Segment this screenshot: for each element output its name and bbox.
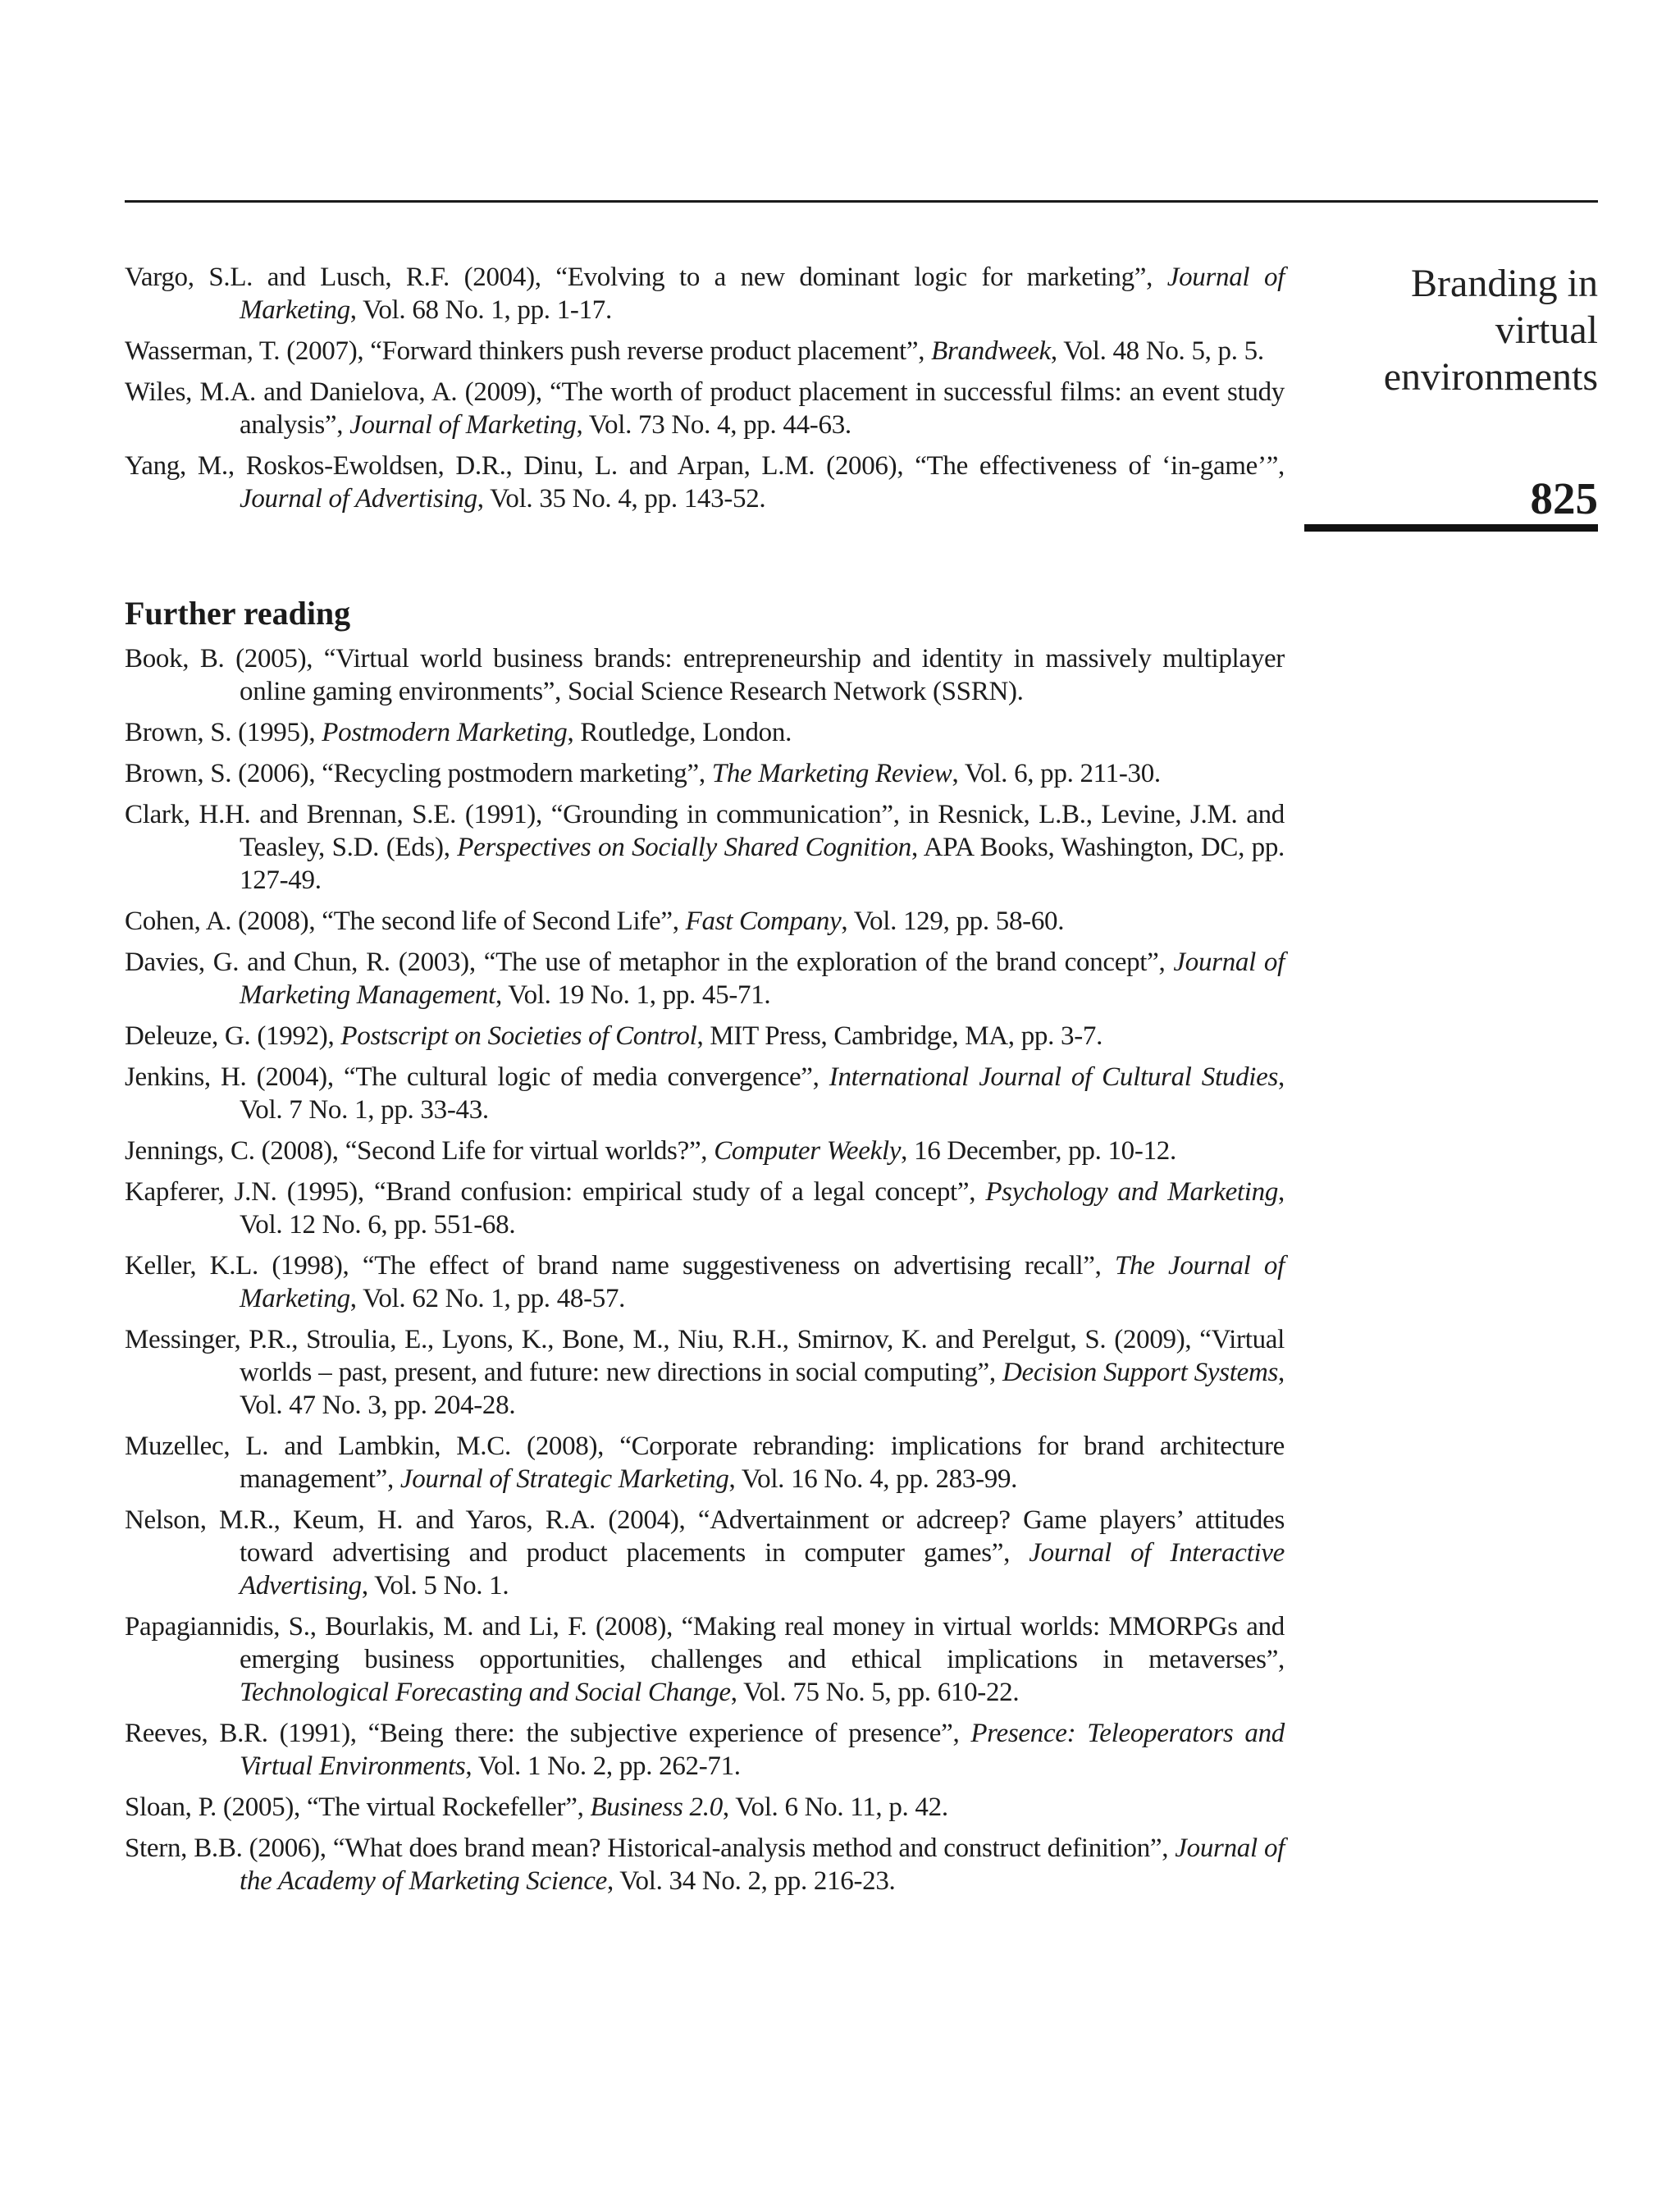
article-title xyxy=(1304,260,1598,400)
reference-entry: Wasserman, T. (2007), “Forward thinkers push reverse product placement”, Brandweek, Vol. 48 No. 5, p. 5. xyxy=(125,336,1264,366)
article-title-line-1: Branding in xyxy=(1411,262,1598,305)
reference-entry: Nelson, M.R., Keum, H. and Yaros, R.A. (2004), “Advertainment or adcreep? Game players’ attitudes toward advertising and product placements in computer games”, Journal of Interactive Advertising, Vol. 5 No. 1. xyxy=(125,1505,1285,1601)
reference-entry: Cohen, A. (2008), “The second life of Second Life”, Fast Company, Vol. 129, pp. 58-60. xyxy=(125,906,1065,936)
reference-entry: Brown, S. (2006), “Recycling postmodern marketing”, The Marketing Review, Vol. 6, pp. 211-30. xyxy=(125,759,1161,788)
reference-entry: Papagiannidis, S., Bourlakis, M. and Li, F. (2008), “Making real money in virtual worlds: MMORPGs and emerging business opportunities, challenges and ethical implications in metaverses”, Technological Forecasting and Social Change, Vol. 75 No. 5, pp. 610-22. xyxy=(125,1612,1285,1707)
reference-entry: Messinger, P.R., Stroulia, E., Lyons, K., Bone, M., Niu, R.H., Smirnov, K. and Perelgut, S. (2009), “Virtual worlds – past, present, and future: new directions in social computing”, Decision Support Systems, Vol. 47 No. 3, pp. 204-28. xyxy=(125,1325,1285,1420)
reference-entry: Kapferer, J.N. (1995), “Brand confusion: empirical study of a legal concept”, Psychology and Marketing, Vol. 12 No. 6, pp. 551-68. xyxy=(125,1177,1285,1240)
reference-entry: Deleuze, G. (1992), Postscript on Societies of Control, MIT Press, Cambridge, MA, pp. 3-7. xyxy=(125,1021,1103,1051)
reference-entry: Stern, B.B. (2006), “What does brand mean? Historical-analysis method and construct definition”, Journal of the Academy of Marketing Science, Vol. 34 No. 2, pp. 216-23. xyxy=(125,1833,1285,1896)
reference-entry: Brown, S. (1995), Postmodern Marketing, Routledge, London. xyxy=(125,718,792,747)
reference-entry: Sloan, P. (2005), “The virtual Rockefeller”, Business 2.0, Vol. 6 No. 11, p. 42. xyxy=(125,1792,948,1822)
reference-entry: Muzellec, L. and Lambkin, M.C. (2008), “Corporate rebranding: implications for brand architecture management”, Journal of Strategic Marketing, Vol. 16 No. 4, pp. 283-99. xyxy=(125,1432,1285,1494)
reference-entry: Clark, H.H. and Brennan, S.E. (1991), “Grounding in communication”, in Resnick, L.B., Levine, J.M. and Teasley, S.D. (Eds), Perspectives on Socially Shared Cognition, APA Books, Washington, DC, pp. 127-49. xyxy=(125,800,1285,895)
references-column xyxy=(125,261,1285,1906)
further-reading-list xyxy=(125,642,1285,1897)
sidebar-thick-rule xyxy=(1304,524,1598,532)
sidebar xyxy=(1304,203,1598,532)
reference-entry: Keller, K.L. (1998), “The effect of brand name suggestiveness on advertising recall”, The Journal of Marketing, Vol. 62 No. 1, pp. 48-57. xyxy=(125,1251,1285,1313)
reference-entry: Reeves, B.R. (1991), “Being there: the subjective experience of presence”, Presence: Teleoperators and Virtual Environments, Vol. 1 No. 2, pp. 262-71. xyxy=(125,1719,1285,1781)
reference-entry: Yang, M., Roskos-Ewoldsen, D.R., Dinu, L. and Arpan, L.M. (2006), “The effectiveness of ‘in-game’”, Journal of Advertising, Vol. 35 No. 4, pp. 143-52. xyxy=(125,451,1285,514)
reference-entry: Davies, G. and Chun, R. (2003), “The use of metaphor in the exploration of the brand concept”, Journal of Marketing Management, Vol. 19 No. 1, pp. 45-71. xyxy=(125,948,1285,1010)
reference-entry: Vargo, S.L. and Lusch, R.F. (2004), “Evolving to a new dominant logic for marketing”, Journal of Marketing, Vol. 68 No. 1, pp. 1-17. xyxy=(125,263,1285,325)
reference-entry: Jenkins, H. (2004), “The cultural logic of media convergence”, International Journal of Cultural Studies, Vol. 7 No. 1, pp. 33-43. xyxy=(125,1062,1285,1125)
reference-entry: Book, B. (2005), “Virtual world business brands: entrepreneurship and identity in massively multiplayer online gaming environments”, Social Science Research Network (SSRN). xyxy=(125,644,1285,706)
article-title-line-2: virtual xyxy=(1495,308,1598,352)
page-number: 825 xyxy=(1530,473,1598,523)
reference-entry: Jennings, C. (2008), “Second Life for virtual worlds?”, Computer Weekly, 16 December, pp. 10-12. xyxy=(125,1136,1176,1166)
references-list xyxy=(125,261,1285,515)
article-title-line-3: environments xyxy=(1383,355,1598,399)
further-reading-heading: Further reading xyxy=(125,595,351,632)
reference-entry: Wiles, M.A. and Danielova, A. (2009), “The worth of product placement in successful films: an event study analysis”, Journal of Marketing, Vol. 73 No. 4, pp. 44-63. xyxy=(125,377,1285,440)
